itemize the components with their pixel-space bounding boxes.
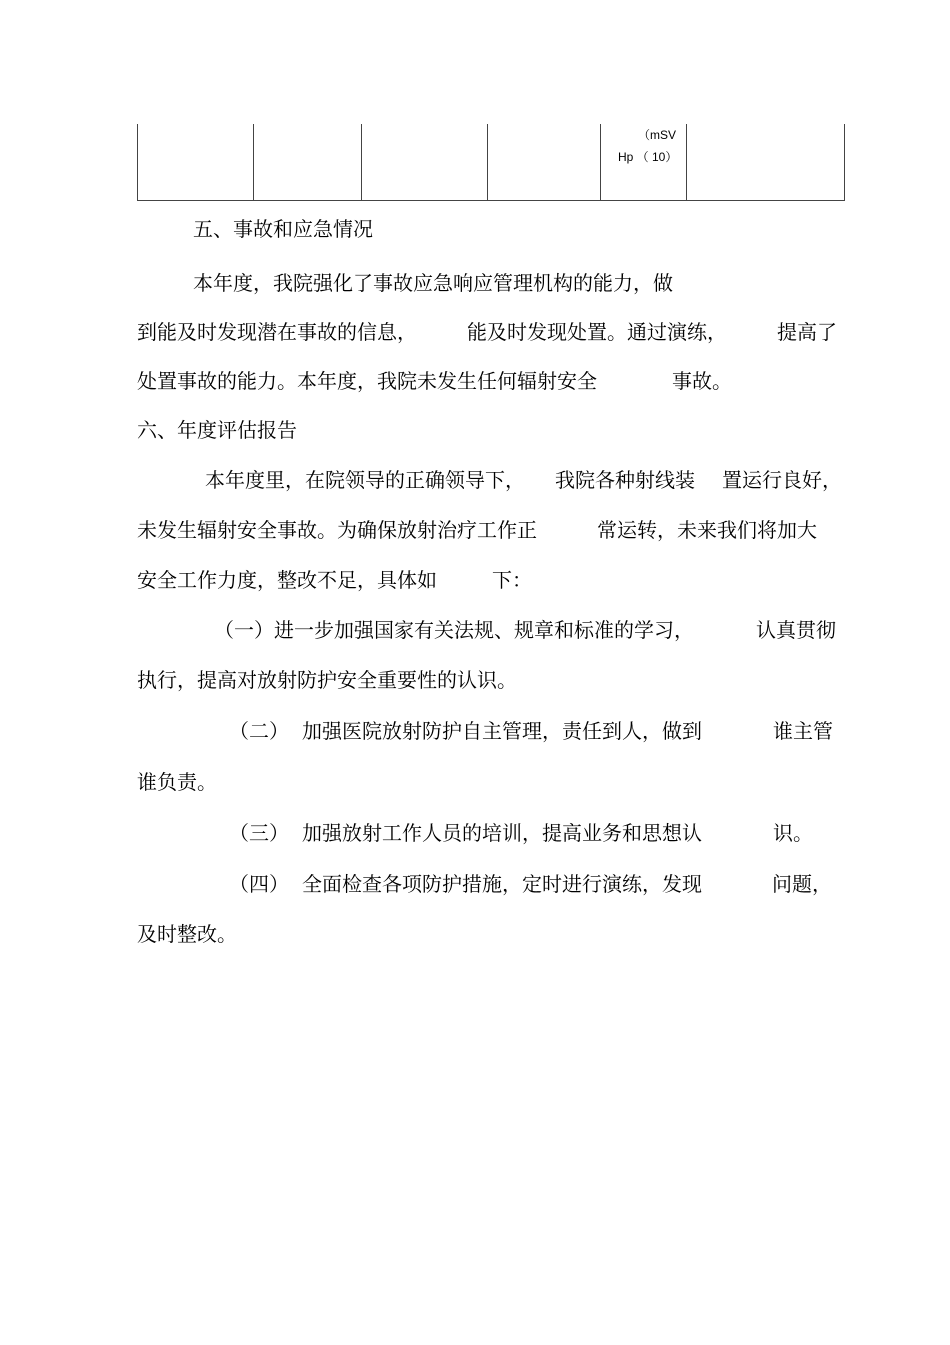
section6-paragraph-line: 我院各种射线装 [555, 468, 695, 492]
table-fragment [137, 124, 845, 201]
list-item-3-text: 加强放射工作人员的培训，提高业务和思想认 [302, 821, 702, 845]
list-item-4-text: 问题， [772, 872, 832, 896]
section6-paragraph-line: 下： [492, 568, 532, 592]
table-border-left [137, 124, 138, 200]
list-item-4-continuation: 及时整改。 [137, 922, 237, 946]
list-item-2-text: 加强医院放射防护自主管理，责任到人，做到 [302, 719, 702, 743]
section6-paragraph-line: 常运转，未来我们将加大 [597, 518, 817, 542]
section5-paragraph-line: 到能及时发现潜在事故的信息， [137, 320, 417, 344]
table-cell-unit-line1: （mSV [638, 128, 677, 142]
list-item-4-number: （四） [229, 872, 289, 896]
table-border-right [844, 124, 845, 200]
section5-paragraph-line: 能及时发现处置。通过演练， [467, 320, 727, 344]
table-column-divider [361, 124, 362, 200]
section6-paragraph-line: 置运行良好， [722, 468, 842, 492]
table-column-divider [487, 124, 488, 200]
list-item-2-text: 谁主管 [773, 719, 833, 743]
table-cell-unit-line2: Hp （ 10） [618, 150, 678, 164]
list-item-4-text: 全面检查各项防护措施，定时进行演练，发现 [302, 872, 702, 896]
list-item-1-text: （一）进一步加强国家有关法规、规章和标准的学习， [214, 618, 694, 642]
list-item-1-text: 认真贯彻 [756, 618, 836, 642]
section6-heading: 六、年度评估报告 [137, 418, 297, 442]
section5-paragraph-line: 提高了 [777, 320, 837, 344]
table-column-divider [600, 124, 601, 200]
section5-heading: 五、事故和应急情况 [193, 217, 373, 241]
table-column-divider [253, 124, 254, 200]
list-item-1-continuation: 执行，提高对放射防护安全重要性的认识。 [137, 668, 517, 692]
section5-paragraph-line: 事故。 [672, 369, 732, 393]
section6-paragraph-line: 未发生辐射安全事故。为确保放射治疗工作正 [137, 518, 537, 542]
section5-paragraph-line: 本年度，我院强化了事故应急响应管理机构的能力，做 [193, 271, 673, 295]
table-column-divider [686, 124, 687, 200]
section6-paragraph-line: 本年度里，在院领导的正确领导下， [205, 468, 525, 492]
section6-paragraph-line: 安全工作力度，整改不足，具体如 [137, 568, 437, 592]
list-item-3-number: （三） [229, 821, 289, 845]
list-item-3-text: 识。 [773, 821, 813, 845]
list-item-2-number: （二） [229, 719, 289, 743]
list-item-2-continuation: 谁负责。 [137, 770, 217, 794]
section5-paragraph-line: 处置事故的能力。本年度，我院未发生任何辐射安全 [137, 369, 597, 393]
